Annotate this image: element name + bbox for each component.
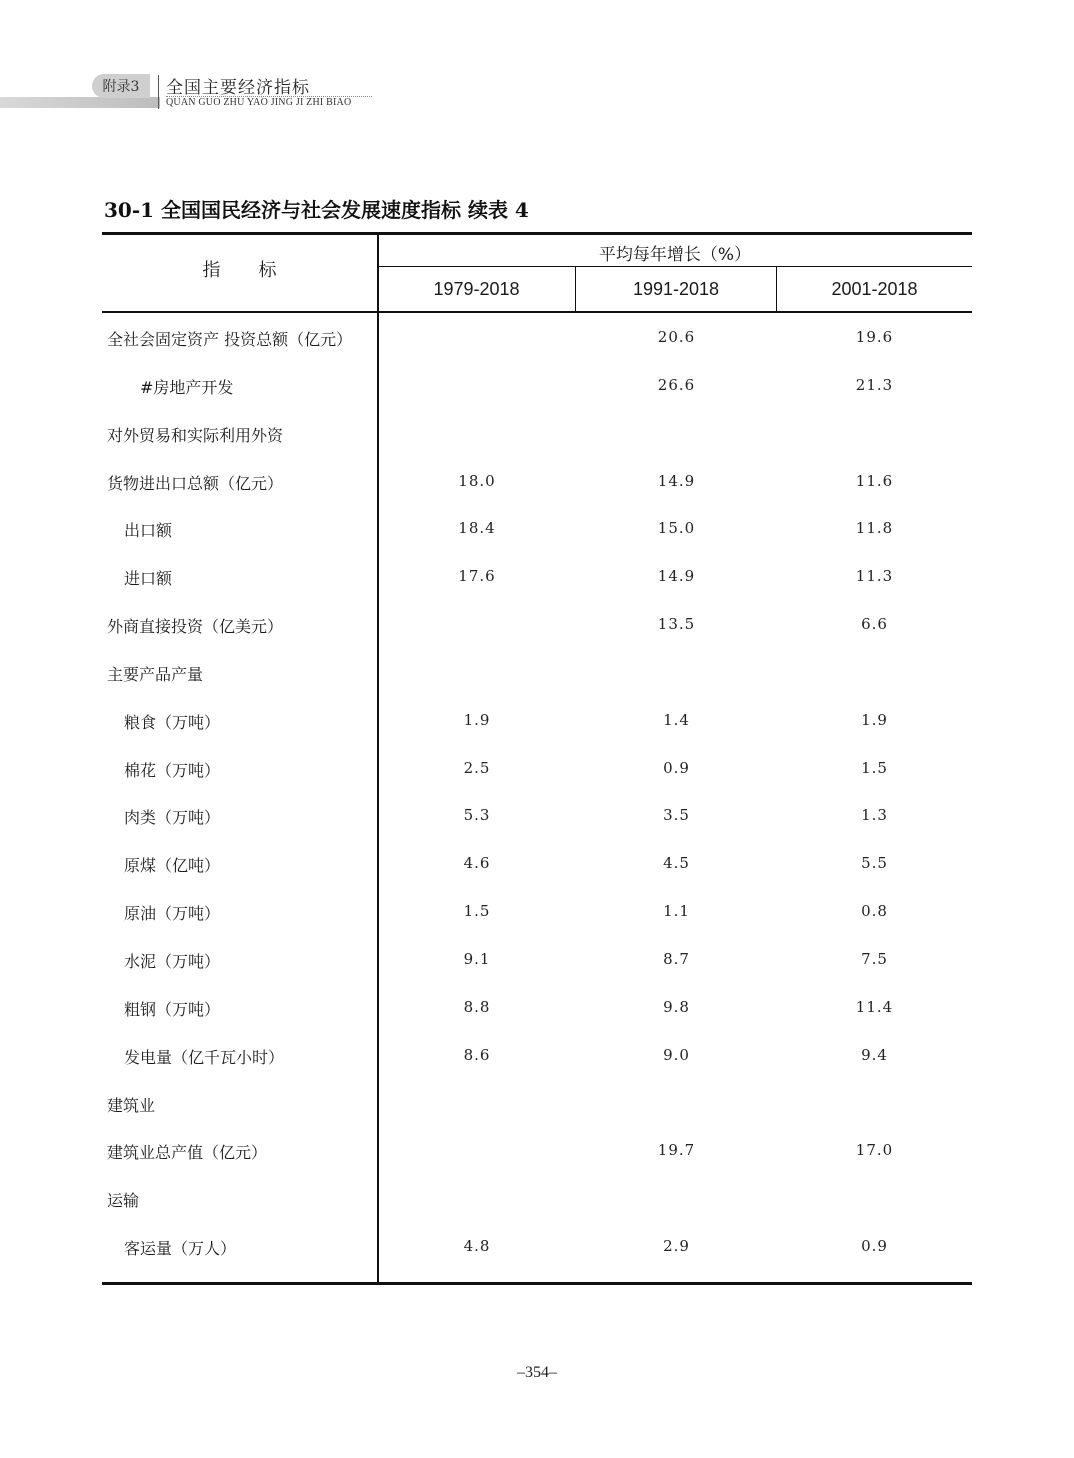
cell-value: 1.5 xyxy=(463,902,491,921)
cell-value: 11.3 xyxy=(855,567,894,586)
row-label: 客运量（万人） xyxy=(124,1239,237,1259)
cell-value: 18.0 xyxy=(458,471,496,490)
cell-value: 13.5 xyxy=(657,615,696,634)
table-top-rule xyxy=(102,232,972,235)
row-label: 原油（万吨） xyxy=(124,904,221,924)
cell-value: 9.1 xyxy=(463,949,491,968)
header-decor-bar xyxy=(0,97,160,108)
cell-value: 1.9 xyxy=(861,710,888,729)
header-subtitle: QUAN GUO ZHU YAO JING JI ZHI BIAO xyxy=(166,97,352,108)
table-row xyxy=(102,840,972,888)
row-label: 原煤（亿吨） xyxy=(124,856,221,876)
row-label: 粗钢（万吨） xyxy=(124,999,221,1019)
cell-value: 26.6 xyxy=(657,375,696,394)
column-header-1991-2018: 1991-2018 xyxy=(632,279,720,299)
table-row xyxy=(102,984,972,1032)
row-label: 主要产品产量 xyxy=(107,664,204,684)
cell-value: 19.6 xyxy=(855,328,894,346)
row-label: 外商直接投资（亿美元） xyxy=(107,617,284,637)
cell-value: 19.7 xyxy=(657,1141,696,1160)
row-label: #房地产开发 xyxy=(140,377,234,397)
cell-value: 9.4 xyxy=(861,1045,888,1064)
row-label: 水泥（万吨） xyxy=(124,951,221,971)
cell-value: 14.9 xyxy=(657,567,696,586)
table-row xyxy=(102,458,972,506)
column-header-2001-2018: 2001-2018 xyxy=(831,279,918,299)
column-header-1979-2018: 1979-2018 xyxy=(433,279,520,299)
cell-value: 4.8 xyxy=(463,1237,491,1256)
table-row xyxy=(102,362,972,410)
cell-value: 1.5 xyxy=(861,758,888,777)
cell-value: 3.5 xyxy=(663,806,690,825)
row-label: 对外贸易和实际利用外资 xyxy=(107,425,284,445)
header-title: 全国主要经济指标 xyxy=(166,78,310,98)
table-row xyxy=(102,745,972,793)
table-row xyxy=(102,697,972,745)
page-number: –354– xyxy=(517,1364,557,1381)
table-bottom-rule xyxy=(102,1282,972,1285)
table-row xyxy=(102,601,972,649)
cell-value: 5.3 xyxy=(463,806,491,825)
row-label: 进口额 xyxy=(124,569,173,589)
cell-value: 8.7 xyxy=(663,949,690,968)
table-header-bottom-rule xyxy=(102,311,972,313)
cell-value: 1.1 xyxy=(663,902,690,921)
table-row xyxy=(102,649,972,697)
cell-value: 11.6 xyxy=(855,471,894,490)
cell-value: 0.9 xyxy=(861,1237,888,1256)
table-row xyxy=(102,1080,972,1128)
cell-value: 2.9 xyxy=(663,1237,690,1256)
cell-value: 15.0 xyxy=(657,519,696,538)
row-label: 运输 xyxy=(107,1191,140,1211)
table-row xyxy=(102,792,972,840)
cell-value: 14.9 xyxy=(657,471,696,490)
cell-value: 11.8 xyxy=(855,519,894,538)
table-row xyxy=(102,1175,972,1223)
row-label: 发电量（亿千瓦小时） xyxy=(124,1047,285,1067)
table-row xyxy=(102,936,972,984)
cell-value: 9.8 xyxy=(663,997,690,1016)
cell-value: 17.0 xyxy=(855,1141,894,1160)
cell-value: 1.9 xyxy=(463,710,491,729)
row-label: 出口额 xyxy=(124,521,173,541)
header-divider xyxy=(158,75,159,109)
table-row xyxy=(102,1032,972,1080)
row-label: 棉花（万吨） xyxy=(124,760,221,780)
table-row xyxy=(102,505,972,553)
table-row xyxy=(102,553,972,601)
cell-value: 0.9 xyxy=(663,758,690,777)
table-row xyxy=(102,1127,972,1175)
table-row xyxy=(102,1223,972,1271)
table-title: 30-1 全国国民经济与社会发展速度指标 续表 4 xyxy=(104,198,529,222)
cell-value: 6.6 xyxy=(861,615,888,634)
cell-value: 1.4 xyxy=(663,710,690,729)
cell-value: 11.4 xyxy=(855,997,894,1016)
cell-value: 21.3 xyxy=(855,375,894,394)
row-label: 肉类（万吨） xyxy=(124,808,221,828)
growth-group-header: 平均每年增长（%） xyxy=(598,245,752,265)
table-row xyxy=(102,410,972,458)
cell-value: 5.5 xyxy=(861,854,888,873)
cell-value: 9.0 xyxy=(663,1045,690,1064)
row-label: 建筑业总产值（亿元） xyxy=(107,1143,268,1163)
cell-value: 1.3 xyxy=(861,806,888,825)
table-row xyxy=(102,314,972,362)
cell-value: 2.5 xyxy=(463,758,491,777)
row-label: 建筑业 xyxy=(107,1095,156,1115)
table-body xyxy=(102,314,972,1271)
cell-value: 20.6 xyxy=(657,328,696,346)
row-label: 粮食（万吨） xyxy=(124,712,221,732)
cell-value: 4.5 xyxy=(663,854,690,873)
indicator-column-header: 指标 xyxy=(202,260,315,281)
cell-value: 8.6 xyxy=(463,1045,491,1064)
cell-value: 17.6 xyxy=(458,567,496,586)
appendix-tag: 附录3 xyxy=(92,74,150,98)
cell-value: 7.5 xyxy=(861,949,888,968)
row-label: 全社会固定资产 投资总额（亿元） xyxy=(107,330,353,349)
cell-value: 8.8 xyxy=(463,997,491,1016)
table-row xyxy=(102,888,972,936)
row-label: 货物进出口总额（亿元） xyxy=(107,473,284,493)
cell-value: 18.4 xyxy=(458,519,496,538)
cell-value: 0.8 xyxy=(861,902,888,921)
table-header-mid-rule xyxy=(378,266,972,267)
cell-value: 4.6 xyxy=(463,854,491,873)
